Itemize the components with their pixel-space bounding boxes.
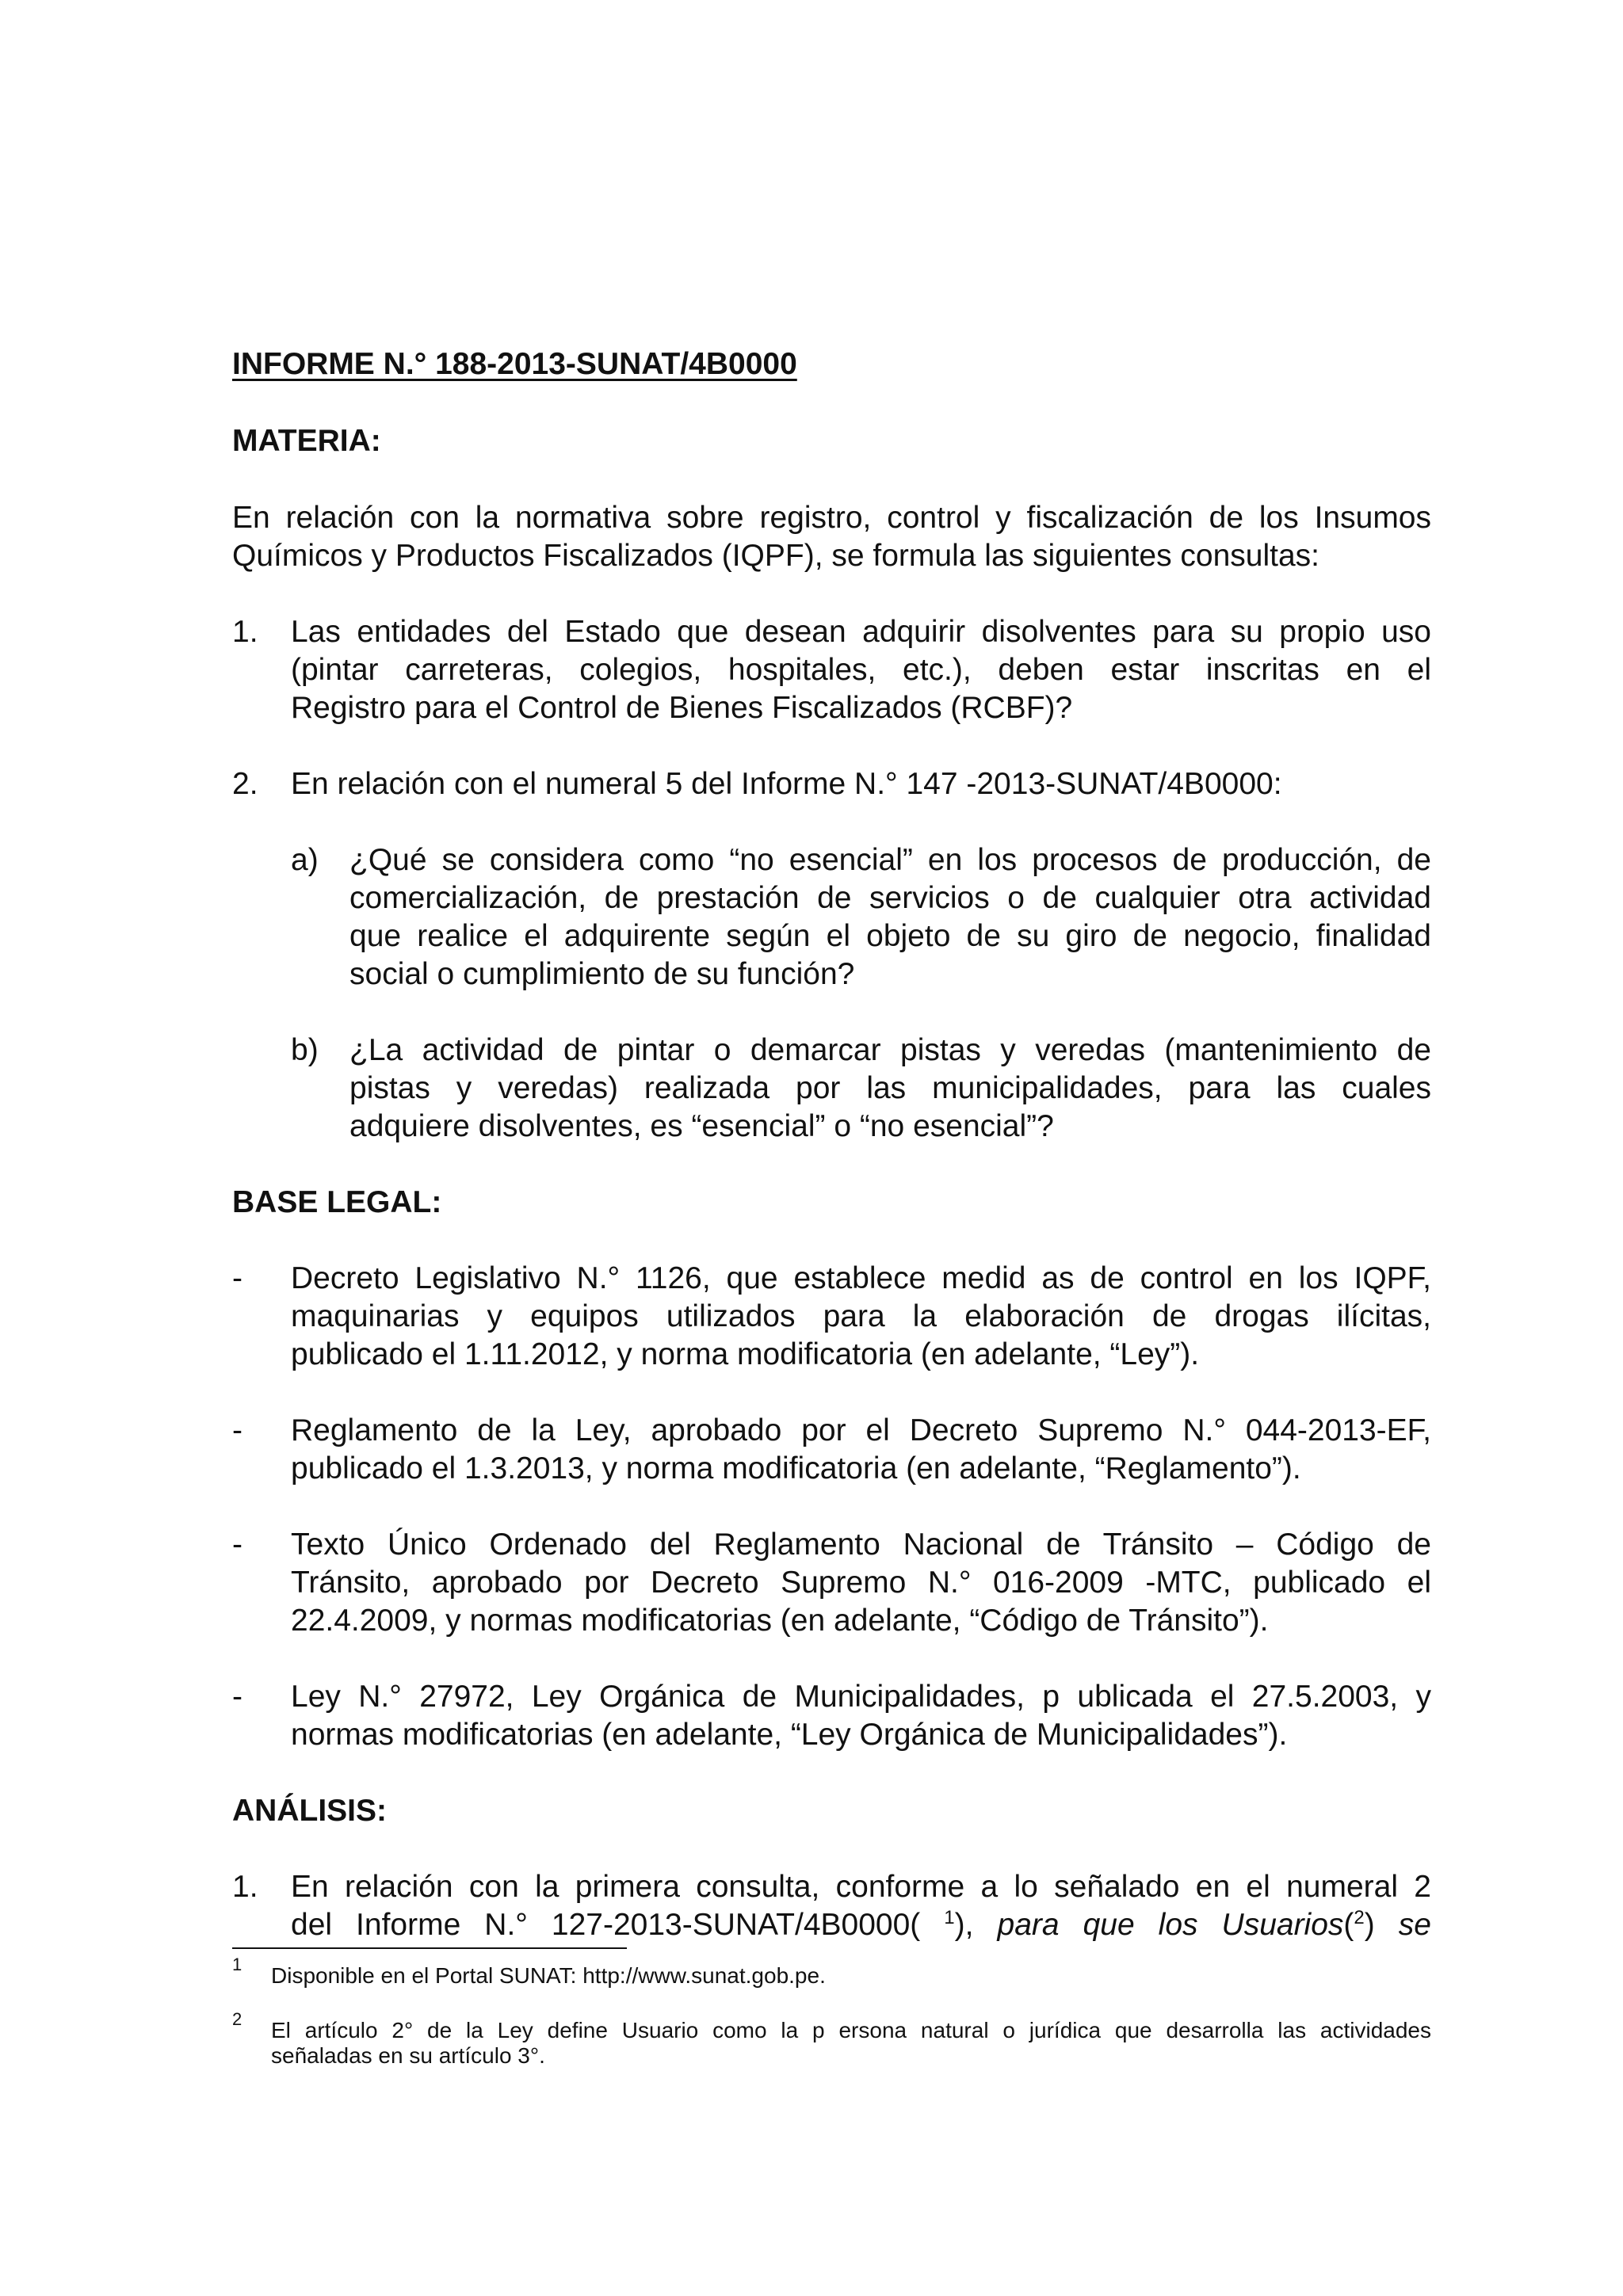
document-title: INFORME N.° 188-2013-SUNAT/4B0000 bbox=[232, 347, 797, 381]
intro-line: En relación con la normativa sobre registro, control y fiscalización de los Insumos bbox=[232, 501, 1431, 535]
base-legal-line: publicado el 1.3.2013, y norma modificatoria (en adelante, “Reglamento”). bbox=[291, 1451, 1301, 1486]
subquestion-b bbox=[349, 1032, 1431, 1146]
base-legal-item bbox=[291, 1678, 1431, 1754]
footnote-text: Disponible en el Portal SUNAT: http://www.sunat.gob.pe. bbox=[271, 1963, 826, 1988]
analysis-number: 1. bbox=[232, 1870, 258, 1904]
base-legal-item bbox=[291, 1260, 1431, 1374]
base-legal-line: publicado el 1.11.2012, y norma modificatoria (en adelante, “Ley”). bbox=[291, 1337, 1200, 1371]
analysis-text: del Informe N.° 127-2013-SUNAT/4B0000( bbox=[291, 1908, 945, 1942]
footnote-text: señaladas en su artículo 3°. bbox=[271, 2043, 545, 2068]
footnote-separator bbox=[232, 1947, 627, 1949]
question-line: Registro para el Control de Bienes Fiscalizados (RCBF)? bbox=[291, 691, 1073, 725]
question-line: (pintar carreteras, colegios, hospitales, etc.), deben estar inscritas en el bbox=[291, 653, 1431, 687]
subquestion-letter: a) bbox=[291, 843, 319, 877]
footnote-ref: 1 bbox=[944, 1907, 955, 1928]
subquestion-a bbox=[349, 841, 1431, 994]
question-number: 2. bbox=[232, 767, 258, 801]
subquestion-letter: b) bbox=[291, 1033, 319, 1067]
question-1 bbox=[291, 613, 1431, 727]
list-dash: - bbox=[232, 1527, 242, 1562]
footnote-number: 1 bbox=[232, 1955, 242, 1974]
base-legal-line: Texto Único Ordenado del Reglamento Nacional de Tránsito – Código de bbox=[291, 1527, 1431, 1562]
list-dash: - bbox=[232, 1413, 242, 1447]
analysis-paragraph bbox=[291, 1868, 1431, 1944]
footnote-2 bbox=[271, 2018, 1431, 2069]
subquestion-line: pistas y veredas) realizada por las municipalidades, para las cuales bbox=[349, 1071, 1431, 1105]
list-dash: - bbox=[232, 1261, 242, 1295]
base-legal-line: Decreto Legislativo N.° 1126, que establece medid as de control en los IQPF, bbox=[291, 1261, 1431, 1295]
list-dash: - bbox=[232, 1680, 242, 1714]
footnote-number: 2 bbox=[232, 2009, 242, 2029]
base-legal-heading: BASE LEGAL: bbox=[232, 1185, 442, 1219]
footnote-ref: 2 bbox=[1354, 1907, 1365, 1928]
analysis-italic: para que los Usuarios bbox=[997, 1908, 1344, 1942]
base-legal-line: maquinarias y equipos utilizados para la elaboración de drogas ilícitas, bbox=[291, 1299, 1431, 1333]
subquestion-line: que realice el adquirente según el objeto de su giro de negocio, finalidad bbox=[349, 919, 1431, 953]
intro-line: Químicos y Productos Fiscalizados (IQPF), se formula las siguientes consultas: bbox=[232, 539, 1320, 573]
base-legal-line: normas modificatorias (en adelante, “Ley Orgánica de Municipalidades”). bbox=[291, 1718, 1288, 1752]
base-legal-item bbox=[291, 1526, 1431, 1640]
subquestion-line: ¿La actividad de pintar o demarcar pistas y veredas (mantenimiento de bbox=[349, 1033, 1431, 1067]
materia-heading: MATERIA: bbox=[232, 424, 381, 458]
question-line: Las entidades del Estado que desean adquirir disolventes para su propio uso bbox=[291, 615, 1431, 649]
analysis-line bbox=[291, 1906, 1431, 1944]
base-legal-line: Reglamento de la Ley, aprobado por el Decreto Supremo N.° 044-2013-EF, bbox=[291, 1413, 1431, 1447]
footnote-text: El artículo 2° de la Ley define Usuario como la p ersona natural o jurídica que desarrolla las actividades bbox=[271, 2018, 1431, 2042]
base-legal-line: Tránsito, aprobado por Decreto Supremo N.° 016-2009 -MTC, publicado el bbox=[291, 1566, 1431, 1600]
analysis-text: ( bbox=[1343, 1908, 1354, 1942]
analysis-italic: se bbox=[1398, 1908, 1431, 1942]
analysis-line: En relación con la primera consulta, conforme a lo señalado en el numeral 2 bbox=[291, 1870, 1431, 1904]
subquestion-line: ¿Qué se considera como “no esencial” en los procesos de producción, de bbox=[349, 843, 1431, 877]
base-legal-line: Ley N.° 27972, Ley Orgánica de Municipalidades, p ublicada el 27.5.2003, y bbox=[291, 1680, 1431, 1714]
analisis-heading: ANÁLISIS: bbox=[232, 1794, 387, 1828]
subquestion-line: adquiere disolventes, es “esencial” o “no esencial”? bbox=[349, 1109, 1054, 1143]
analysis-text: ) bbox=[1364, 1908, 1399, 1942]
subquestion-line: comercialización, de prestación de servicios o de cualquier otra actividad bbox=[349, 881, 1431, 915]
analysis-text: ), bbox=[954, 1908, 998, 1942]
subquestion-line: social o cumplimiento de su función? bbox=[349, 957, 855, 991]
base-legal-line: 22.4.2009, y normas modificatorias (en adelante, “Código de Tránsito”). bbox=[291, 1604, 1269, 1638]
question-number: 1. bbox=[232, 615, 258, 649]
base-legal-item bbox=[291, 1412, 1431, 1488]
materia-intro bbox=[232, 499, 1431, 575]
question-2: En relación con el numeral 5 del Informe N.° 147 -2013-SUNAT/4B0000: bbox=[291, 767, 1282, 801]
